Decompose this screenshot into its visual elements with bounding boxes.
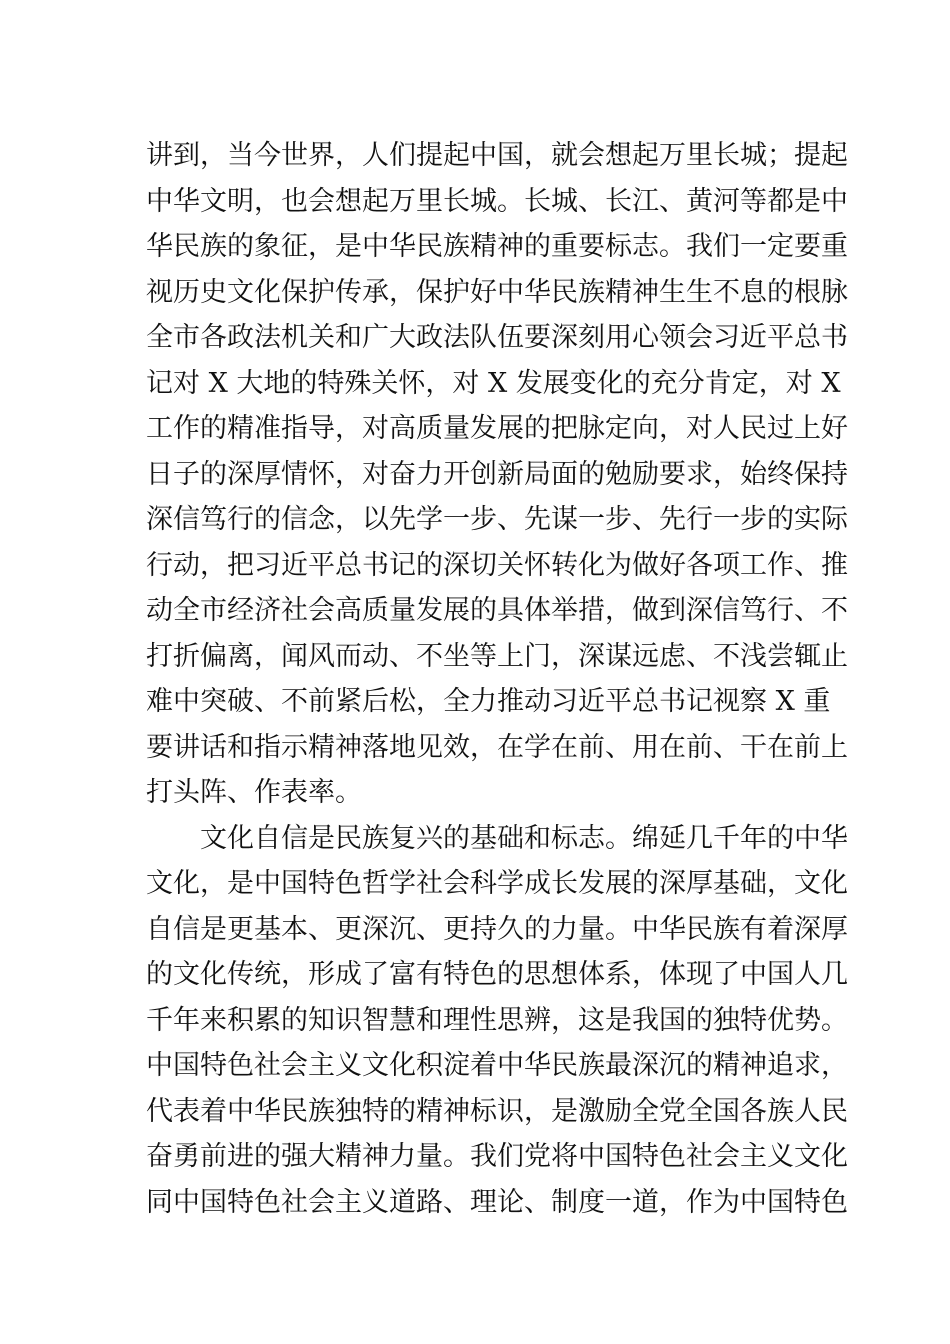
text-line: 工作的精准指导，对高质量发展的把脉定向，对人民过上好 [146, 413, 848, 444]
text-line: 行动，把习近平总书记的深切关怀转化为做好各项工作、推 [146, 550, 848, 581]
text-line: 难中突破、不前紧后松，全力推动习近平总书记视察 X 重 [146, 686, 831, 717]
text-line: 日子的深厚情怀，对奋力开创新局面的勉励要求，始终保持 [146, 459, 848, 490]
text-line: 自信是更基本、更深沉、更持久的力量。中华民族有着深厚 [146, 914, 848, 945]
text-line: 视历史文化保护传承，保护好中华民族精神生生不息的根脉 [146, 277, 848, 308]
text-line: 代表着中华民族独特的精神标识，是激励全党全国各族人民 [146, 1096, 848, 1127]
text-line: 记对 X 大地的特殊关怀，对 X 发展变化的充分肯定，对 X [146, 368, 841, 399]
text-line: 华民族的象征，是中华民族精神的重要标志。我们一定要重 [146, 231, 848, 262]
text-line: 的文化传统，形成了富有特色的思想体系，体现了中国人几 [146, 959, 848, 990]
text-line: 同中国特色社会主义道路、理论、制度一道，作为中国特色 [146, 1187, 848, 1218]
text-line: 全市各政法机关和广大政法队伍要深刻用心领会习近平总书 [146, 322, 848, 353]
text-line: 要讲话和指示精神落地见效，在学在前、用在前、干在前上 [146, 732, 848, 763]
text-line: 文化自信是民族复兴的基础和标志。绵延几千年的中华 [200, 823, 848, 854]
text-line: 深信笃行的信念，以先学一步、先谋一步、先行一步的实际 [146, 504, 848, 535]
text-line: 中华文明，也会想起万里长城。长城、长江、黄河等都是中 [146, 186, 848, 217]
text-line: 千年来积累的知识智慧和理性思辨，这是我国的独特优势。 [146, 1005, 848, 1036]
text-line: 讲到，当今世界，人们提起中国，就会想起万里长城；提起 [146, 140, 848, 171]
text-line: 动全市经济社会高质量发展的具体举措，做到深信笃行、不 [146, 595, 848, 626]
text-line: 打折偏离，闻风而动、不坐等上门，深谋远虑、不浅尝辄止 [146, 641, 848, 672]
text-line: 打头阵、作表率。 [146, 777, 362, 808]
text-line: 文化，是中国特色哲学社会科学成长发展的深厚基础，文化 [146, 868, 848, 899]
text-line: 奋勇前进的强大精神力量。我们党将中国特色社会主义文化 [146, 1141, 848, 1172]
text-line: 中国特色社会主义文化积淀着中华民族最深沉的精神追求， [146, 1050, 848, 1081]
